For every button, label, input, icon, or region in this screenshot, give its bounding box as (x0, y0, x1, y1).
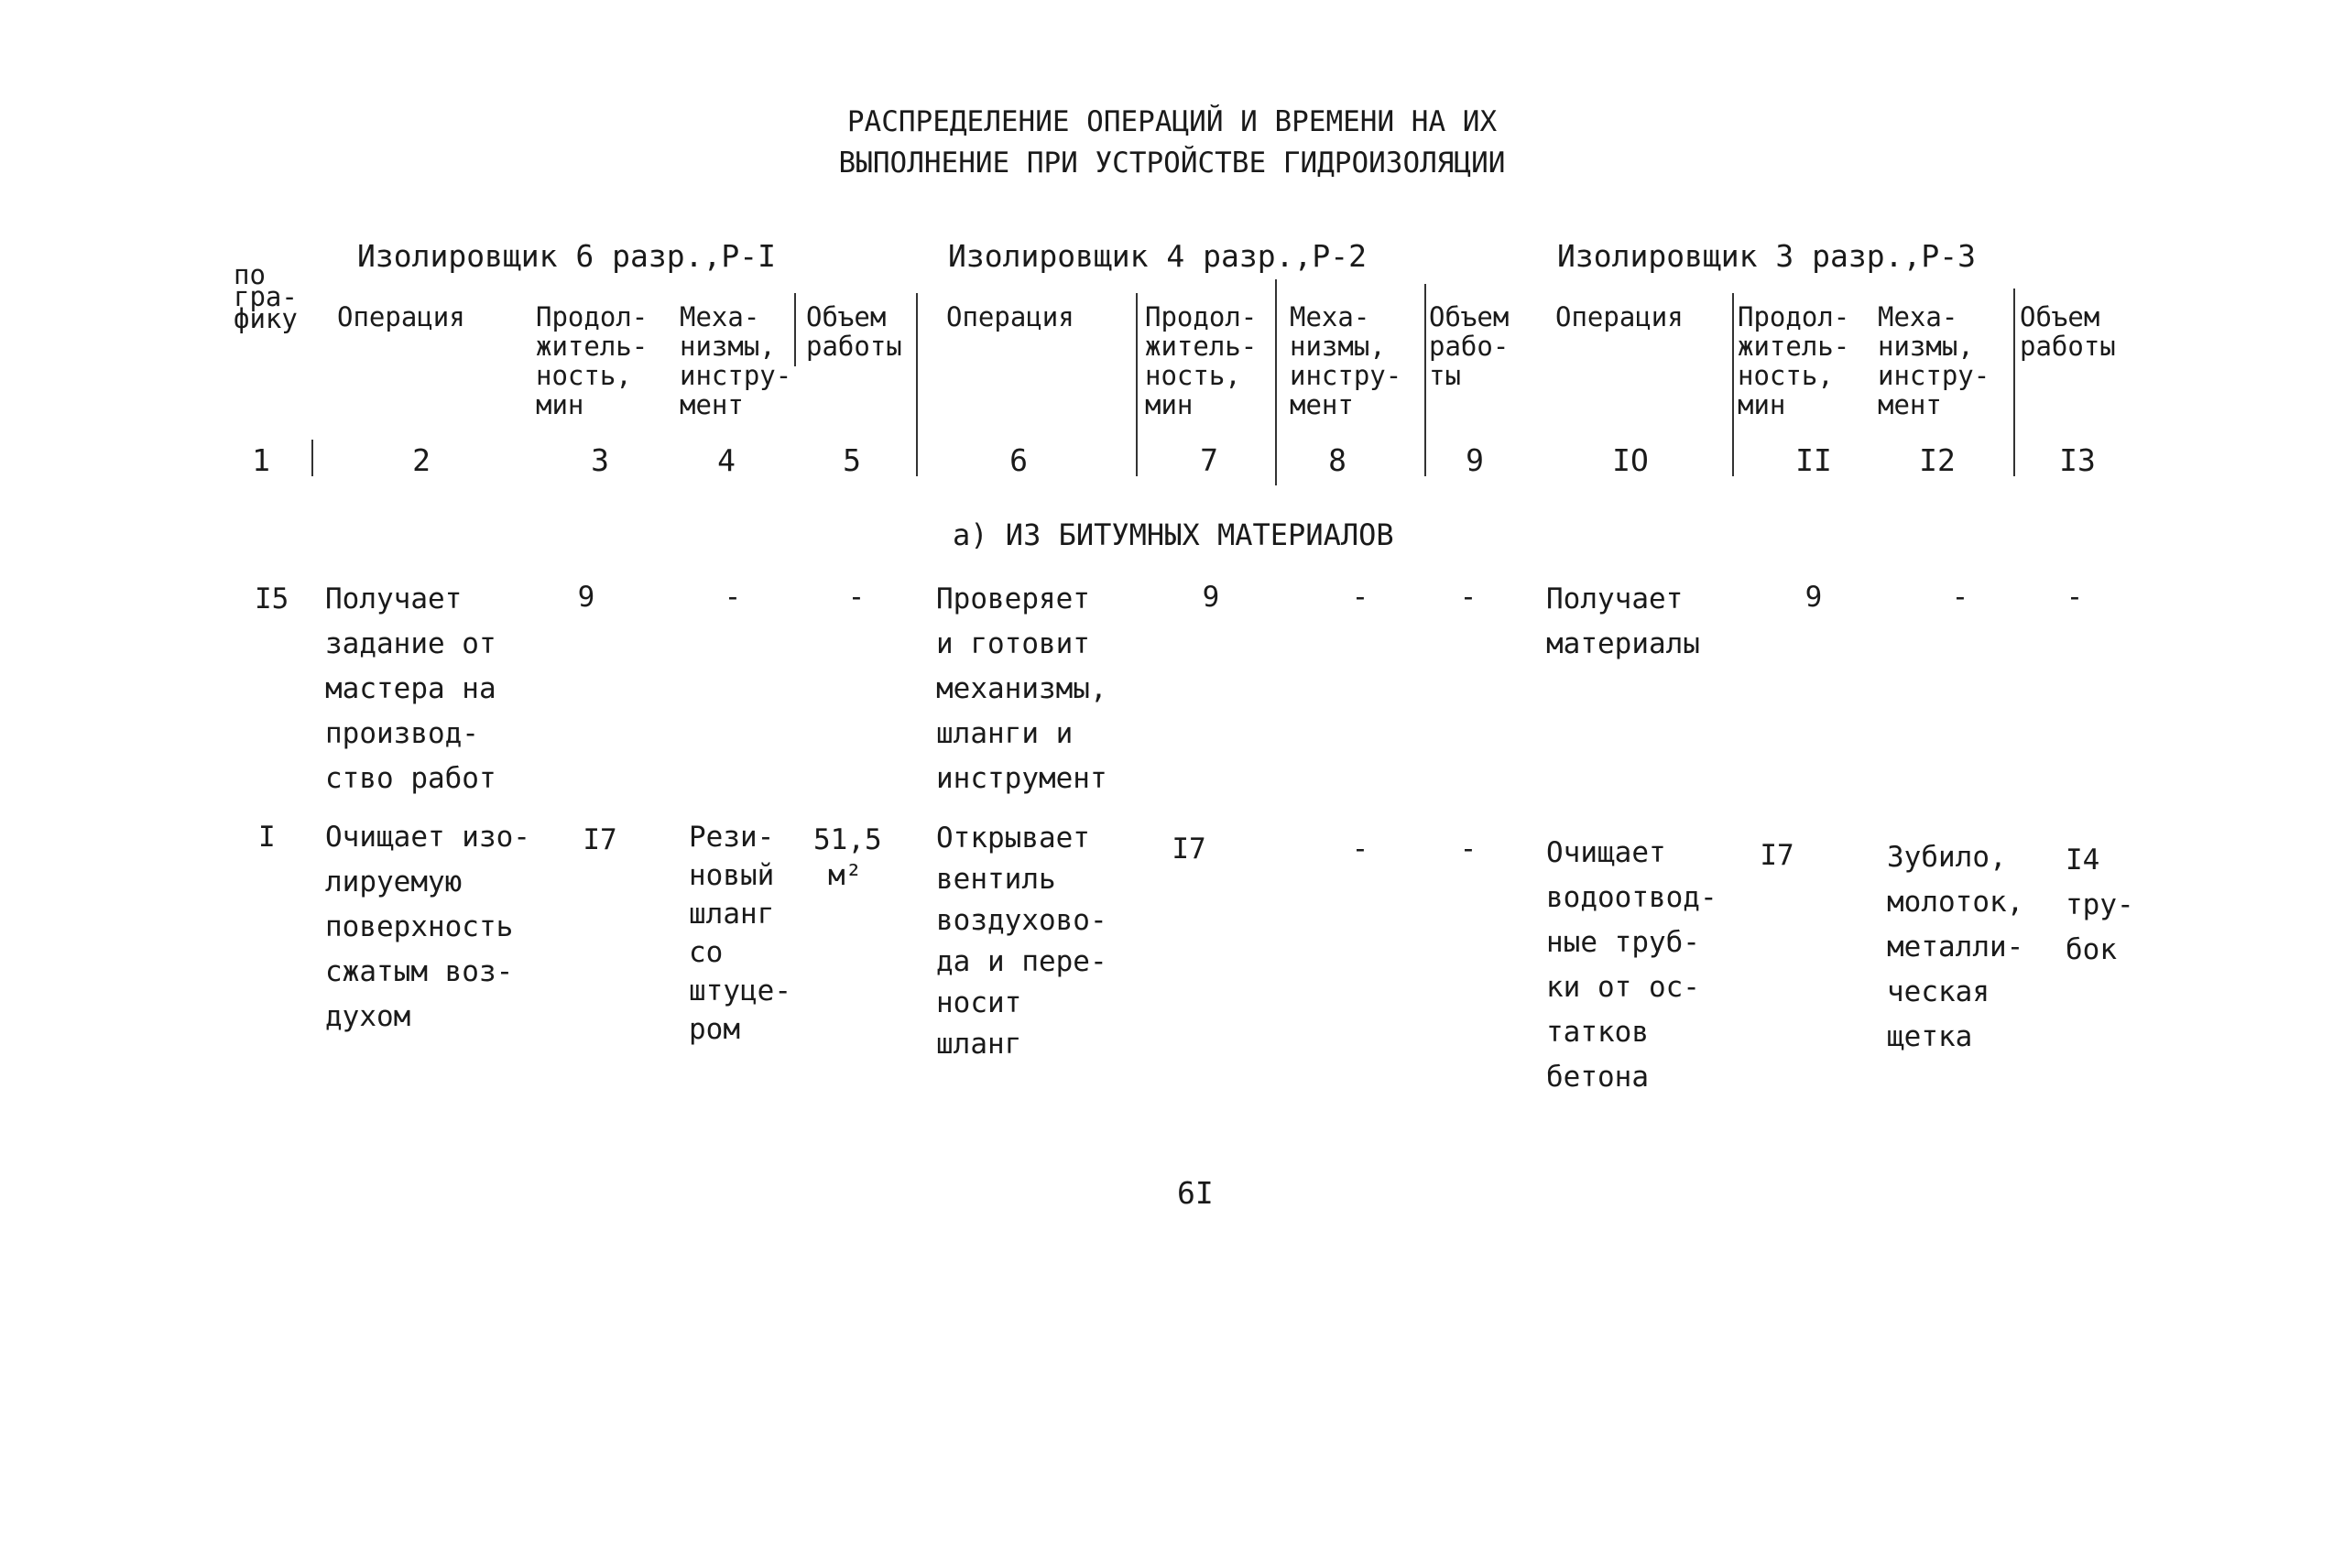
row-1-mechanisms-3: - (1951, 581, 1969, 614)
col-number: 1 (252, 442, 270, 478)
row-2-duration-1: I7 (583, 823, 617, 856)
header-mechanisms-1: Меха- низмы, инстру- мент (680, 301, 792, 420)
row-2-mechanisms-1: Рези- новый шланг со штуце- ром (689, 821, 791, 1046)
header-separator (794, 293, 796, 366)
row-1-volume-2: - (1459, 581, 1477, 614)
row-1-duration-2: 9 (1202, 581, 1220, 614)
header-mechanisms-2: Меха- низмы, инстру- мент (1290, 301, 1402, 420)
row-2-mechanisms-3: Зубило, молоток, металли- ческая щетка (1887, 841, 2024, 1053)
col-number: 7 (1200, 442, 1218, 478)
col-number: 3 (591, 442, 609, 478)
header-col-graph-number: по гра- фику (234, 259, 298, 334)
row-2-volume-2: - (1459, 833, 1477, 866)
header-separator (1424, 284, 1426, 476)
header-volume-3: Объем работы (2020, 301, 2116, 362)
row-1-volume-3: - (2066, 581, 2084, 614)
group-header-p1: Изолировщик 6 разр.,Р-I (357, 238, 776, 274)
col-number: IO (1612, 442, 1649, 478)
row-1-duration-1: 9 (577, 581, 595, 614)
row-2-mechanisms-2: - (1351, 833, 1369, 866)
row-2-duration-2: I7 (1172, 833, 1206, 866)
header-separator (1275, 279, 1277, 485)
header-separator (916, 293, 918, 476)
row-2-graph-number: I (258, 821, 276, 854)
col-number: I3 (2059, 442, 2096, 478)
header-operation-3: Операция (1555, 301, 1684, 332)
title-line-1: РАСПРЕДЕЛЕНИЕ ОПЕРАЦИЙ И ВРЕМЕНИ НА ИХ (846, 105, 1498, 138)
row-1-operation-3: Получает материалы (1546, 583, 1700, 660)
col-number: 8 (1328, 442, 1346, 478)
row-2-duration-3: I7 (1760, 839, 1794, 872)
col-number: 6 (1009, 442, 1028, 478)
row-1-operation-1: Получает задание от мастера на производ- ство работ (325, 583, 496, 795)
col-number: II (1795, 442, 1832, 478)
page-number: 6I (1177, 1175, 1214, 1211)
header-volume-1: Объем работы (806, 301, 902, 362)
row-2-volume-1-unit: м² (828, 859, 863, 892)
header-operation-2: Операция (946, 301, 1074, 332)
group-header-p3: Изолировщик 3 разр.,Р-3 (1557, 238, 1976, 274)
header-separator (1732, 293, 1734, 476)
row-1-operation-2: Проверяет и готовит механизмы, шланги и инструмент (936, 583, 1107, 795)
header-duration-3: Продол- житель- ность, мин (1738, 301, 1850, 420)
header-separator (1136, 293, 1138, 476)
row-1-graph-number: I5 (255, 583, 289, 615)
row-2-volume-1: 51,5 (813, 823, 882, 856)
header-volume-2: Объем рабо- ты (1429, 301, 1510, 391)
row-2-volume-3: I4 тру- бок (2066, 844, 2134, 966)
header-mechanisms-3: Меха- низмы, инстру- мент (1878, 301, 1990, 420)
row-2-operation-2: Открывает вентиль воздухово- да и пере- носит шланг (936, 822, 1107, 1061)
col-number: 4 (717, 442, 736, 478)
col-number: I2 (1919, 442, 1956, 478)
col-number: 2 (412, 442, 431, 478)
header-duration-2: Продол- житель- ность, мин (1145, 301, 1258, 420)
col-number: 9 (1466, 442, 1484, 478)
header-operation-1: Операция (337, 301, 465, 332)
header-duration-1: Продол- житель- ность, мин (536, 301, 649, 420)
row-1-mechanisms-2: - (1351, 581, 1369, 614)
row-2-operation-1: Очищает изо- лируемую поверхность сжатым воз- духом (325, 821, 530, 1033)
title-line-2: ВЫПОЛНЕНИЕ ПРИ УСТРОЙСТВЕ ГИДРОИЗОЛЯЦИИ (838, 147, 1506, 180)
group-header-p2: Изолировщик 4 разр.,Р-2 (948, 238, 1367, 274)
header-separator (311, 440, 313, 476)
row-1-duration-3: 9 (1804, 581, 1823, 614)
row-2-operation-3: Очищает водоотвод- ные труб- ки от ос- татков бетона (1546, 836, 1717, 1094)
row-1-volume-1: - (847, 581, 866, 614)
section-title: а) ИЗ БИТУМНЫХ МАТЕРИАЛОВ (953, 517, 1394, 552)
header-separator (2013, 289, 2015, 476)
row-1-mechanisms-1: - (724, 581, 742, 614)
col-number: 5 (843, 442, 861, 478)
